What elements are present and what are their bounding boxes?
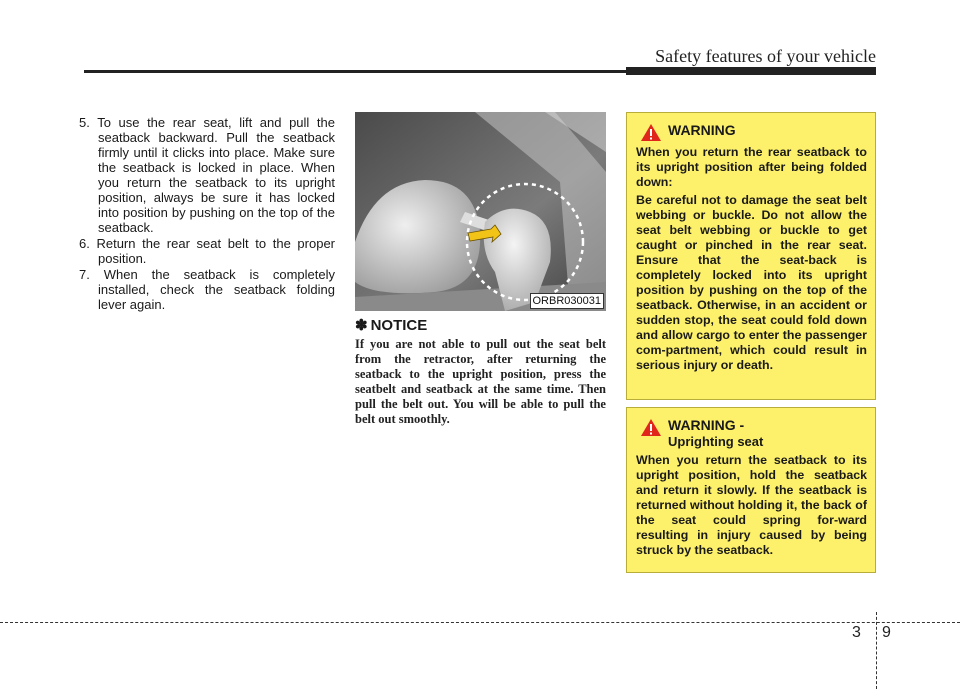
seatback-photo bbox=[355, 112, 606, 311]
warning-box-rear-seatback bbox=[626, 112, 876, 400]
warning-triangle-icon bbox=[640, 418, 662, 437]
warning-header bbox=[636, 123, 867, 142]
steps-column bbox=[79, 115, 335, 313]
warning-title: WARNING bbox=[668, 122, 736, 138]
chapter-number: 3 bbox=[852, 624, 861, 641]
step-7: 7. When the seatback is completely installed, check the seatback folding lever again. bbox=[79, 267, 335, 312]
warning-intro: When you return the rear seatback to its upright position after being folded down: bbox=[636, 145, 867, 189]
step-5: 5. To use the rear seat, lift and pull the seatback backward. Pull the seatback firmly until it clicks into place. Make sure the seatback is locked in place. When you return the seatback to its upright position, always be sure it has locked into position by pushing on the top of the seatback. bbox=[79, 115, 335, 235]
step-6: 6. Return the rear seat belt to the proper position. bbox=[79, 236, 335, 266]
warning-box-uprighting-seat bbox=[626, 407, 876, 573]
section-title: Safety features of your vehicle bbox=[655, 46, 876, 66]
notice-icon: ✽ bbox=[355, 317, 368, 334]
page-number: 9 bbox=[882, 624, 891, 641]
header-tab bbox=[626, 67, 876, 75]
notice-block bbox=[355, 316, 606, 427]
seatback-illustration bbox=[355, 112, 606, 311]
notice-body: If you are not able to pull out the seat belt from the retractor, after returning the seatback to the upright position, press the seatbelt and seatback at the same time. Then pull the belt out. You will be able to pull the belt out smoothly. bbox=[355, 337, 606, 426]
notice-title: ✽ NOTICE bbox=[355, 316, 428, 334]
footer-divider bbox=[876, 612, 877, 689]
footer-rule bbox=[0, 622, 960, 623]
warning-triangle-icon bbox=[640, 123, 662, 142]
figure-code: ORBR030031 bbox=[530, 293, 605, 309]
warning-subtitle: Uprighting seat bbox=[668, 434, 764, 449]
warning-header: WARNING - Uprighting seat bbox=[636, 418, 867, 450]
warning-title: WARNING bbox=[668, 417, 736, 433]
warning-body: Be careful not to damage the seat belt webbing or buckle. Do not allow the seat belt webbing or buckle to get caught or pinched in the rear seat. Ensure that the seat-back is completely locked into its upright position by pushing on the top of the seatback. Otherwise, in an accident or sudden stop, the seat could fold down and allow cargo to enter the passenger com-partment, which could result in serious injury or death. bbox=[636, 193, 867, 372]
warning-body: When you return the seatback to its upright position, hold the seatback and return it slowly. If the seatback is returned without holding it, the back of the seat could spring for-ward resulting in injury caused by being struck by the seatback. bbox=[636, 453, 867, 557]
